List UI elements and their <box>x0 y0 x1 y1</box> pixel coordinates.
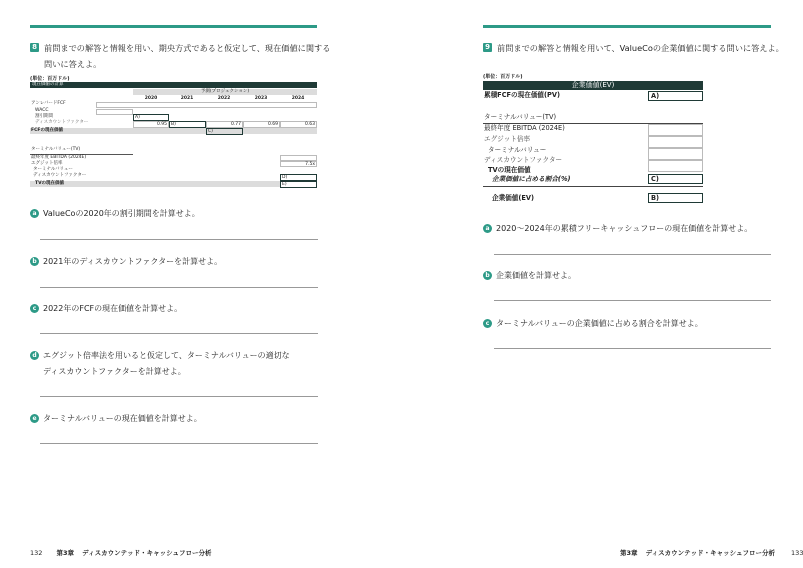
question-number: 8 <box>30 43 39 52</box>
row-label-wacc: WACC <box>35 108 49 113</box>
year-header: 2021 <box>180 96 194 101</box>
question-9 <box>483 40 784 72</box>
subquestion-text: ターミナルバリューの企業価値に占める割合を計算せよ。 <box>496 319 703 328</box>
bullet-mark: b <box>30 257 39 266</box>
page-footer <box>30 548 211 557</box>
answer-line[interactable] <box>40 287 318 288</box>
subquestion-c <box>483 318 778 332</box>
unit-label: (単位：百万ドル) <box>30 76 70 82</box>
chapter-title: ディスカウンテッド・キャッシュフロー分析 <box>645 549 775 557</box>
terminal-value-label: ターミナルバリュー <box>488 146 547 154</box>
subquestion-b <box>483 270 778 284</box>
chapter-label: 第3章 <box>56 549 75 557</box>
answer-line[interactable] <box>494 348 771 349</box>
subquestion-text: 2020～2024年の累積フリーキャッシュフローの現在価値を計算せよ。 <box>496 224 753 233</box>
tv-terminal-value: ターミナルバリュー <box>33 167 73 172</box>
bullet-mark: a <box>30 209 39 218</box>
question-number: 9 <box>483 43 492 52</box>
answer-line[interactable] <box>40 239 318 240</box>
left-page <box>0 0 400 568</box>
subquestion-text: 2021年のディスカウントファクターを計算せよ。 <box>43 257 223 266</box>
row-label-pv-fcf: FCFの現在価値 <box>30 128 317 134</box>
tv-exit-multiple: エグジット倍率 <box>31 161 63 166</box>
terminal-value-cell <box>648 148 703 160</box>
bullet-mark: d <box>30 351 39 360</box>
answer-box-a: A) <box>133 114 169 121</box>
page-number: 132 <box>30 549 43 557</box>
row-label-unlevered-fcf: アンレバードFCF <box>31 101 66 106</box>
year-header: 2020 <box>144 96 158 101</box>
exit-multiple-cell <box>648 136 703 148</box>
subquestion-text: ValueCoの2020年の割引期間を計算せよ。 <box>43 209 200 218</box>
answer-box-c: C) <box>648 174 703 184</box>
df-cell-2024: 0.63 <box>280 121 317 128</box>
page-number: 133 <box>791 549 803 557</box>
subquestion-a <box>483 223 778 237</box>
tv-pv-row: TVの現在価値 <box>30 181 280 187</box>
tv-final-ebitda: 最終年度 EBITDA (2024E) <box>31 155 87 160</box>
answer-box-a: A) <box>648 91 703 101</box>
forecast-header: 予測(プロジェクション) <box>133 89 317 95</box>
answer-box-b: B) <box>648 193 703 203</box>
subquestion-text: 2022年のFCFの現在価値を計算せよ。 <box>43 304 183 313</box>
df-cell-2020: 0.95 <box>133 121 169 128</box>
bullet-mark: b <box>483 271 492 280</box>
tv-heading: ターミナルバリュー(TV) <box>31 147 81 152</box>
question-text: 前問までの解答と情報を用いて、ValueCoの企業価値に関する問いに答えよ。 <box>497 43 784 53</box>
discount-factor-label: ディスカウントファクター <box>484 156 563 164</box>
subquestion-b <box>30 256 320 270</box>
subquestion-text: ターミナルバリューの現在価値を計算せよ。 <box>43 414 202 423</box>
wacc-cell <box>96 109 133 115</box>
right-page <box>400 0 803 568</box>
question-text: 前問までの解答と情報を用い、期央方式であると仮定して、現在価値に関する問いに答えよ。 <box>44 43 331 69</box>
answer-line[interactable] <box>40 443 318 444</box>
bullet-mark: e <box>30 414 39 423</box>
unit-label: (単位：百万ドル) <box>483 74 523 80</box>
row-label-discount-period: 割引期間 <box>35 114 53 119</box>
ev-rule <box>483 186 703 187</box>
bullet-mark: c <box>30 304 39 313</box>
final-ebitda-label: 最終年度 EBITDA (2024E) <box>484 124 565 132</box>
discount-factor-cell <box>648 160 703 172</box>
question-8 <box>30 40 330 72</box>
table-title: 現在価値の計算 <box>30 82 317 88</box>
bullet-mark: a <box>483 224 492 233</box>
answer-box-d: D) <box>280 174 317 181</box>
answer-box-e: E) <box>280 181 317 188</box>
answer-line[interactable] <box>494 300 771 301</box>
page-footer <box>620 548 803 557</box>
df-cell-2022: 0.77 <box>206 121 243 128</box>
share-of-ev-label: 企業価値に占める割合(%) <box>492 175 571 183</box>
answer-line[interactable] <box>40 333 318 334</box>
chapter-label: 第3章 <box>620 549 638 557</box>
subquestion-text: 企業価値を計算せよ。 <box>496 271 576 280</box>
year-header: 2022 <box>217 96 231 101</box>
answer-box-c: C) <box>206 128 243 135</box>
year-header: 2024 <box>291 96 305 101</box>
subquestion-d <box>30 350 330 380</box>
final-ebitda-cell <box>648 124 703 136</box>
subquestion-text: エグジット倍率法を用いると仮定して、ターミナルバリューの適切な <box>43 351 290 360</box>
year-header: 2023 <box>254 96 268 101</box>
answer-line[interactable] <box>494 254 771 255</box>
top-rule <box>30 25 317 28</box>
tv-exit-multiple-value: 7.5x <box>280 161 317 167</box>
chapter-title: ディスカウンテッド・キャッシュフロー分析 <box>82 549 212 557</box>
subquestion-a <box>30 208 320 222</box>
subquestion-text-cont: ディスカウントファクターを計算せよ。 <box>43 367 186 376</box>
top-rule <box>483 25 771 28</box>
pv-tv-label: TVの現在価値 <box>488 166 531 174</box>
ev-table-title: 企業価値(EV) <box>483 81 703 90</box>
df-cell-2023: 0.69 <box>243 121 280 128</box>
cum-pv-fcf-label: 累積FCFの現在価値(PV) <box>484 91 560 99</box>
subquestion-c <box>30 303 320 317</box>
bullet-mark: c <box>483 319 492 328</box>
tv-discount-factor: ディスカウントファクター <box>33 173 87 178</box>
ev-label: 企業価値(EV) <box>492 194 535 202</box>
answer-box-b: B) <box>169 121 206 128</box>
tv-heading: ターミナルバリュー(TV) <box>484 113 557 121</box>
subquestion-e <box>30 413 320 427</box>
answer-line[interactable] <box>40 396 318 397</box>
row-label-discount-factor: ディスカウントファクター <box>35 120 89 125</box>
exit-multiple-label: エグジット倍率 <box>484 135 531 143</box>
fcf-cells <box>96 102 317 108</box>
